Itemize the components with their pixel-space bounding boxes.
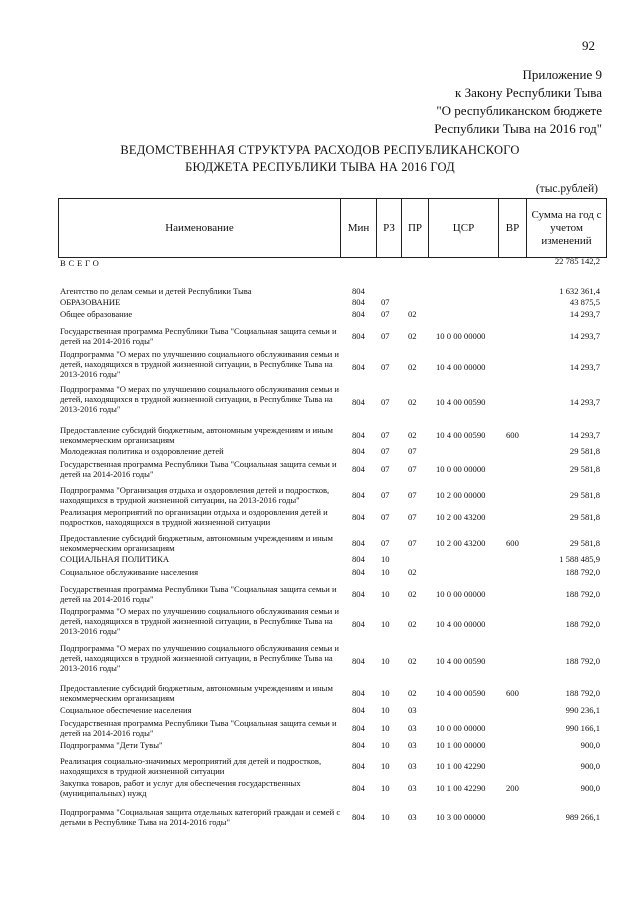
row-rz: 10 bbox=[381, 688, 390, 698]
row-rz: 07 bbox=[381, 397, 390, 407]
row-min: 804 bbox=[352, 286, 365, 296]
row-min: 804 bbox=[352, 656, 365, 666]
row-rz: 07 bbox=[381, 464, 390, 474]
appendix-block bbox=[434, 66, 602, 138]
row-min: 804 bbox=[352, 783, 365, 793]
header-rz: РЗ bbox=[376, 199, 401, 257]
row-csr: 10 1 00 42290 bbox=[436, 783, 486, 793]
appendix-line: Республики Тыва на 2016 год" bbox=[434, 121, 602, 136]
row-name: Предоставление субсидий бюджетным, автономным учреждениям и иным некоммерческим организациям bbox=[60, 425, 333, 445]
row-sum: 1 632 361,4 bbox=[559, 286, 600, 296]
row-csr: 10 2 00 43200 bbox=[436, 512, 486, 522]
row-rz: 10 bbox=[381, 723, 390, 733]
row-pr: 02 bbox=[408, 331, 417, 341]
row-name: Государственная программа Республики Тыва "Социальная защита семьи и детей на 2014-2016 годы" bbox=[60, 326, 337, 346]
header-min: Мин bbox=[340, 199, 376, 257]
row-rz: 10 bbox=[381, 554, 390, 564]
row-name: Подпрограмма "Организация отдыха и оздоровления детей и подростков, находящихся в трудной жизненной ситуации, на 2013-2016 годы" bbox=[60, 485, 330, 505]
row-min: 804 bbox=[352, 430, 365, 440]
document-title bbox=[0, 142, 640, 176]
row-vr: 200 bbox=[506, 783, 519, 793]
row-min: 804 bbox=[352, 812, 365, 822]
row-rz: 07 bbox=[381, 297, 390, 307]
header-pr: ПР bbox=[401, 199, 428, 257]
row-min: 804 bbox=[352, 567, 365, 577]
row-rz: 10 bbox=[381, 619, 390, 629]
row-min: 804 bbox=[352, 705, 365, 715]
row-pr: 02 bbox=[408, 656, 417, 666]
title-line: ВЕДОМСТВЕННАЯ СТРУКТУРА РАСХОДОВ РЕСПУБЛИКАНСКОГО bbox=[120, 143, 520, 157]
row-rz: 07 bbox=[381, 430, 390, 440]
appendix-line: "О республиканском бюджете bbox=[436, 103, 602, 118]
row-min: 804 bbox=[352, 331, 365, 341]
row-min: 804 bbox=[352, 688, 365, 698]
row-min: 804 bbox=[352, 619, 365, 629]
row-pr: 02 bbox=[408, 619, 417, 629]
row-name: Социальное обеспечение населения bbox=[60, 705, 192, 715]
row-min: 804 bbox=[352, 512, 365, 522]
row-rz: 07 bbox=[381, 490, 390, 500]
row-min: 804 bbox=[352, 309, 365, 319]
row-name: Подпрограмма "О мерах по улучшению социального обслуживания семьи и детей, находящихся в трудной жизненной ситуации, в Республике Тыва на 2013-2016 годы" bbox=[60, 384, 340, 414]
row-sum: 188 792,0 bbox=[565, 567, 600, 577]
row-sum: 1 588 485,9 bbox=[559, 554, 600, 564]
appendix-line: Приложение 9 bbox=[522, 67, 602, 82]
row-pr: 02 bbox=[408, 688, 417, 698]
row-sum: 14 293,7 bbox=[569, 397, 600, 407]
row-rz: 07 bbox=[381, 309, 390, 319]
row-min: 804 bbox=[352, 538, 365, 548]
row-name: Подпрограмма "О мерах по улучшению социального обслуживания семьи и детей, находящихся в трудной жизненной ситуации, в Республике Тыва на 2013-2016 годы" bbox=[60, 606, 340, 636]
row-min: 804 bbox=[352, 490, 365, 500]
row-sum: 990 166,1 bbox=[565, 723, 600, 733]
row-csr: 10 2 00 43200 bbox=[436, 538, 486, 548]
row-name: Подпрограмма "О мерах по улучшению социального обслуживания семьи и детей, находящихся в трудной жизненной ситуации, в Республике Тыва на 2013-2016 годы" bbox=[60, 643, 340, 673]
row-csr: 10 1 00 00000 bbox=[436, 740, 486, 750]
row-min: 804 bbox=[352, 740, 365, 750]
row-sum: 14 293,7 bbox=[569, 362, 600, 372]
header-csr: ЦСР bbox=[428, 199, 498, 257]
row-min: 804 bbox=[352, 297, 365, 307]
row-name: Подпрограмма "Дети Тувы" bbox=[60, 740, 163, 750]
row-name: Закупка товаров, работ и услуг для обеспечения государственных (муниципальных) нужд bbox=[60, 778, 301, 798]
row-csr: 10 0 00 00000 bbox=[436, 464, 486, 474]
row-name: Предоставление субсидий бюджетным, автономным учреждениям и иным некоммерческим организациям bbox=[60, 533, 333, 553]
row-sum: 900,0 bbox=[580, 740, 600, 750]
row-pr: 07 bbox=[408, 538, 417, 548]
page-number: 92 bbox=[582, 38, 595, 53]
row-name: Социальное обслуживание населения bbox=[60, 567, 199, 577]
row-sum: 29 581,8 bbox=[569, 512, 600, 522]
header-vr: ВР bbox=[498, 199, 526, 257]
row-min: 804 bbox=[352, 761, 365, 771]
row-min: 804 bbox=[352, 723, 365, 733]
row-csr: 10 1 00 42290 bbox=[436, 761, 486, 771]
row-sum: 989 266,1 bbox=[565, 812, 600, 822]
row-sum: 188 792,0 bbox=[565, 619, 600, 629]
row-csr: 10 4 00 00000 bbox=[436, 362, 486, 372]
row-sum: 188 792,0 bbox=[565, 656, 600, 666]
row-sum: 900,0 bbox=[580, 761, 600, 771]
table-header bbox=[58, 198, 607, 258]
row-name: ОБРАЗОВАНИЕ bbox=[60, 297, 121, 307]
row-pr: 03 bbox=[408, 705, 417, 715]
header-sum: Сумма на год с учетом изменений bbox=[526, 199, 606, 257]
row-min: 804 bbox=[352, 589, 365, 599]
row-rz: 10 bbox=[381, 589, 390, 599]
row-rz: 10 bbox=[381, 783, 390, 793]
units-label: (тыс.рублей) bbox=[535, 183, 598, 195]
row-csr: 10 4 00 00590 bbox=[436, 688, 486, 698]
row-pr: 02 bbox=[408, 309, 417, 319]
row-pr: 03 bbox=[408, 723, 417, 733]
row-min: 804 bbox=[352, 362, 365, 372]
row-sum: 188 792,0 bbox=[565, 688, 600, 698]
row-sum: 22 785 142,2 bbox=[554, 256, 600, 266]
row-csr: 10 3 00 00000 bbox=[436, 812, 486, 822]
row-csr: 10 4 00 00000 bbox=[436, 619, 486, 629]
row-pr: 02 bbox=[408, 362, 417, 372]
row-sum: 14 293,7 bbox=[569, 331, 600, 341]
row-min: 804 bbox=[352, 397, 365, 407]
row-pr: 07 bbox=[408, 490, 417, 500]
row-pr: 03 bbox=[408, 783, 417, 793]
row-rz: 10 bbox=[381, 740, 390, 750]
row-rz: 10 bbox=[381, 567, 390, 577]
row-pr: 03 bbox=[408, 740, 417, 750]
row-name: Реализация социально-значимых мероприятий для детей и подростков, находящихся в трудной жизненной ситуации bbox=[60, 756, 322, 776]
row-name: Государственная программа Республики Тыва "Социальная защита семьи и детей на 2014-2016 годы" bbox=[60, 718, 337, 738]
row-csr: 10 0 00 00000 bbox=[436, 589, 486, 599]
row-rz: 07 bbox=[381, 512, 390, 522]
row-sum: 14 293,7 bbox=[569, 430, 600, 440]
header-name: Наименование bbox=[58, 199, 340, 257]
row-min: 804 bbox=[352, 464, 365, 474]
row-sum: 188 792,0 bbox=[565, 589, 600, 599]
row-sum: 14 293,7 bbox=[569, 309, 600, 319]
row-name: СОЦИАЛЬНАЯ ПОЛИТИКА bbox=[60, 554, 170, 564]
row-rz: 07 bbox=[381, 362, 390, 372]
row-sum: 990 236,1 bbox=[565, 705, 600, 715]
row-sum: 900,0 bbox=[580, 783, 600, 793]
row-pr: 07 bbox=[408, 446, 417, 456]
row-pr: 02 bbox=[408, 397, 417, 407]
row-name: Реализация мероприятий по организации отдыха и оздоровления детей и подростков, находящихся в трудной жизненной ситуации bbox=[60, 507, 328, 527]
row-pr: 03 bbox=[408, 761, 417, 771]
row-vr: 600 bbox=[506, 538, 519, 548]
row-csr: 10 4 00 00590 bbox=[436, 397, 486, 407]
row-vr: 600 bbox=[506, 688, 519, 698]
row-name: Подпрограмма "О мерах по улучшению социального обслуживания семьи и детей, находящихся в трудной жизненной ситуации, в Республике Тыва на 2013-2016 годы" bbox=[60, 349, 340, 379]
row-csr: 10 4 00 00590 bbox=[436, 430, 486, 440]
row-rz: 10 bbox=[381, 656, 390, 666]
row-name: Предоставление субсидий бюджетным, автономным учреждениям и иным некоммерческим организациям bbox=[60, 683, 333, 703]
row-csr: 10 0 00 00000 bbox=[436, 331, 486, 341]
row-rz: 10 bbox=[381, 812, 390, 822]
row-name: Государственная программа Республики Тыва "Социальная защита семьи и детей на 2014-2016 годы" bbox=[60, 459, 337, 479]
row-sum: 29 581,8 bbox=[569, 446, 600, 456]
row-rz: 10 bbox=[381, 705, 390, 715]
appendix-line: к Закону Республики Тыва bbox=[455, 85, 602, 100]
row-pr: 02 bbox=[408, 567, 417, 577]
row-csr: 10 0 00 00000 bbox=[436, 723, 486, 733]
row-sum: 29 581,8 bbox=[569, 490, 600, 500]
row-pr: 03 bbox=[408, 812, 417, 822]
row-sum: 29 581,8 bbox=[569, 538, 600, 548]
title-line: БЮДЖЕТА РЕСПУБЛИКИ ТЫВА НА 2016 ГОД bbox=[185, 160, 455, 174]
row-min: 804 bbox=[352, 554, 365, 564]
row-sum: 29 581,8 bbox=[569, 464, 600, 474]
row-name: Общее образование bbox=[60, 309, 133, 319]
row-vr: 600 bbox=[506, 430, 519, 440]
row-csr: 10 2 00 00000 bbox=[436, 490, 486, 500]
row-rz: 07 bbox=[381, 446, 390, 456]
row-name: Агентство по делам семьи и детей Республики Тыва bbox=[60, 286, 252, 296]
row-name: В С Е Г О bbox=[60, 258, 100, 268]
row-rz: 07 bbox=[381, 331, 390, 341]
row-sum: 43 875,5 bbox=[569, 297, 600, 307]
row-pr: 07 bbox=[408, 512, 417, 522]
row-name: Подпрограмма "Социальная защита отдельных категорий граждан и семей с детьми в Республике Тыва на 2014-2016 годы" bbox=[60, 807, 341, 827]
row-min: 804 bbox=[352, 446, 365, 456]
row-pr: 02 bbox=[408, 589, 417, 599]
row-csr: 10 4 00 00590 bbox=[436, 656, 486, 666]
row-name: Государственная программа Республики Тыва "Социальная защита семьи и детей на 2014-2016 годы" bbox=[60, 584, 337, 604]
row-rz: 10 bbox=[381, 761, 390, 771]
row-name: Молодежная политика и оздоровление детей bbox=[60, 446, 224, 456]
row-rz: 07 bbox=[381, 538, 390, 548]
row-pr: 02 bbox=[408, 430, 417, 440]
row-pr: 07 bbox=[408, 464, 417, 474]
